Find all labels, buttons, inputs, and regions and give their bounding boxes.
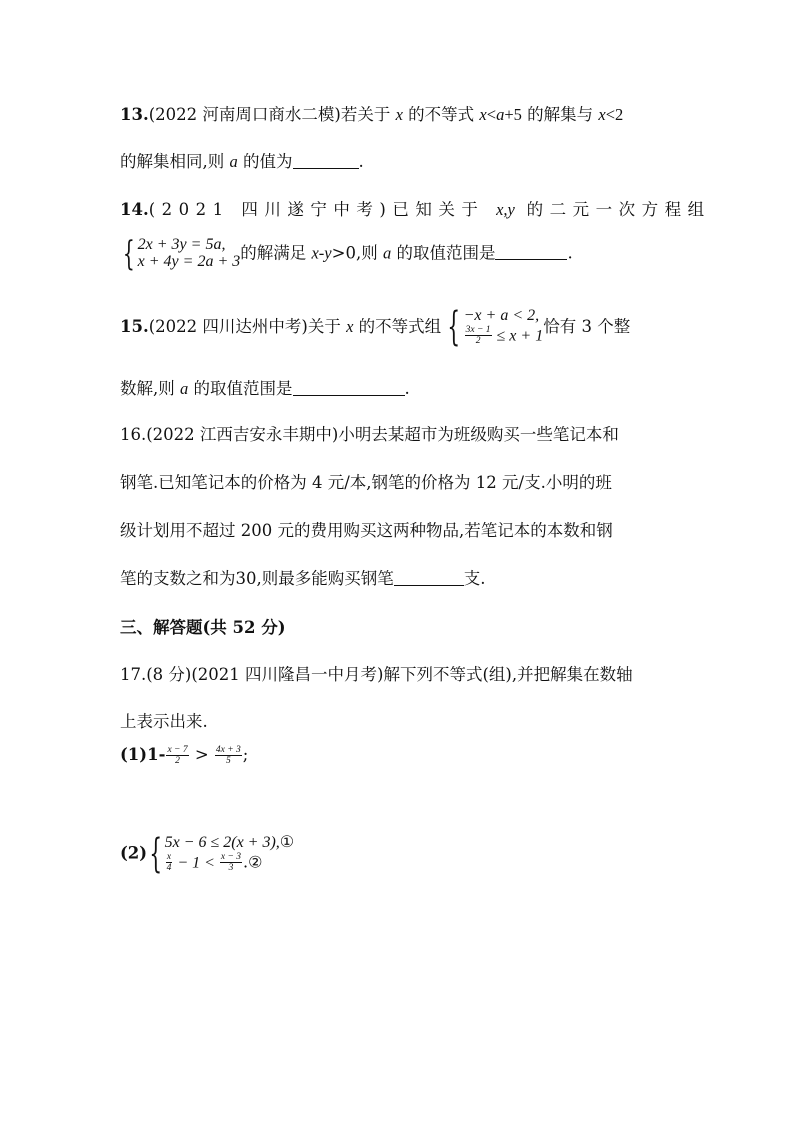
q13-text-5: 的值为 bbox=[237, 152, 293, 171]
q14-system bbox=[138, 237, 241, 271]
q15-source: (2022 四川达州中考) bbox=[148, 316, 308, 336]
q15-frac-den: 2 bbox=[475, 336, 481, 347]
q13-var-x2: x bbox=[598, 105, 606, 124]
q15-row-1: −x + a < 2, bbox=[463, 307, 540, 324]
q16-line-3: 级计划用不超过 200 元的费用购买这两种物品,若笔记本的本数和钢 bbox=[120, 521, 613, 540]
q13-number: 13. bbox=[120, 105, 149, 124]
q13-line-2 bbox=[120, 151, 364, 173]
q16-line-2: 钢笔.已知笔记本的价格为 4 元/本,钢笔的价格为 12 元/支.小明的班 bbox=[120, 473, 612, 492]
q14-end: . bbox=[567, 243, 573, 263]
q17-part-2 bbox=[120, 830, 295, 877]
q17-p2-fraction-2 bbox=[220, 852, 242, 874]
q14-answer-blank[interactable] bbox=[495, 243, 567, 260]
q13-text-3: 的解集与 bbox=[521, 105, 599, 124]
q13-ineq-rest: +5 bbox=[504, 105, 522, 124]
q15-text-5: 的取值范围是 bbox=[188, 379, 293, 398]
q13-end: . bbox=[358, 152, 364, 171]
q17-p2-f1-den: 4 bbox=[166, 863, 172, 874]
q17-p1-f1-den: 2 bbox=[175, 756, 180, 766]
q14-text-3: 的解满足 bbox=[240, 243, 312, 263]
q16-text-4a: 笔的支数之和为30,则最多能购买钢笔 bbox=[120, 569, 394, 588]
q17-p2-mark-2: ② bbox=[248, 854, 263, 872]
q14-eq-2: x + 4y = 2a + 3 bbox=[137, 252, 241, 270]
q17-p2-row-2-mid: − 1 < bbox=[173, 854, 219, 872]
q14-line-1 bbox=[120, 199, 711, 221]
q13-ineq-lt: < bbox=[486, 105, 497, 124]
q17-p2-brace-icon: { bbox=[149, 830, 163, 877]
q15-end: . bbox=[404, 379, 410, 398]
q15-row-2 bbox=[464, 325, 544, 347]
q17-p2-row-2 bbox=[165, 852, 295, 874]
q15-text-1: 关于 bbox=[307, 316, 347, 336]
q13-lt2: <2 bbox=[605, 105, 624, 124]
q16-line-1: 16.(2022 江西吉安永丰期中)小明去某超市为班级购买一些笔记本和 bbox=[120, 425, 619, 444]
q13-text-1: 若关于 bbox=[340, 105, 396, 124]
q13-text-2: 的不等式 bbox=[402, 105, 480, 124]
q14-var-xy: x,y bbox=[496, 200, 515, 219]
q15-answer-blank[interactable] bbox=[293, 379, 405, 396]
q17-p1-label: (1)1- bbox=[120, 745, 166, 764]
q17-p1-f1-num: x − 7 bbox=[167, 744, 188, 755]
q14-text-4: 的取值范围是 bbox=[391, 243, 496, 263]
q15-text-4: 数解,则 bbox=[120, 379, 180, 398]
q17-p1-fraction-2 bbox=[215, 745, 242, 767]
q14-eq-1: 2x + 3y = 5a, bbox=[137, 236, 226, 253]
q17-p2-row-2-end: . bbox=[243, 852, 249, 872]
q13-var-x: x bbox=[395, 105, 403, 124]
q14-cond: x-y bbox=[311, 243, 332, 263]
q17-p2-f2-num: x − 3 bbox=[220, 851, 242, 862]
q17-p2-fraction-1 bbox=[166, 852, 173, 874]
q13-ineq-a: a bbox=[496, 105, 505, 124]
q17-p2-f1-num: x bbox=[166, 851, 172, 862]
q17-p1-f2-den: 5 bbox=[225, 756, 231, 766]
q13-text-4: 的解集相同,则 bbox=[120, 152, 230, 171]
q14-text-2: 的二元一次方程组 bbox=[514, 200, 711, 219]
q17-p2-label: (2) bbox=[120, 843, 148, 863]
q15-text-3: 恰有 3 个整 bbox=[543, 316, 631, 336]
q17-p2-system bbox=[165, 834, 295, 874]
section-3-title: 三、解答题 bbox=[120, 618, 203, 637]
q13-ineq-x: x bbox=[479, 105, 487, 124]
q15-var-x: x bbox=[346, 316, 354, 336]
q14-brace-icon: { bbox=[122, 233, 135, 274]
q15-brace-icon: { bbox=[447, 304, 461, 351]
q17-p2-row-1-text: 5x − 6 ≤ 2(x + 3), bbox=[164, 834, 280, 851]
q15-frac-num: 3x − 1 bbox=[465, 324, 491, 335]
q17-line-1: 17.(8 分)(2021 四川隆昌一中月考)解下列不等式(组),并把解集在数轴 bbox=[120, 665, 633, 684]
q15-line-2 bbox=[120, 378, 410, 400]
section-3-score: (共 52 分) bbox=[202, 618, 286, 637]
q15-number: 15. bbox=[120, 316, 149, 336]
q17-p2-f2-den: 3 bbox=[228, 863, 234, 874]
q15-line-1 bbox=[120, 304, 631, 351]
q17-line-2: 上表示出来. bbox=[120, 712, 208, 731]
section-3-heading bbox=[120, 617, 286, 639]
q16-line-4 bbox=[120, 568, 486, 590]
q14-line-2 bbox=[118, 233, 573, 274]
q14-var-a: a bbox=[382, 243, 392, 263]
q13-answer-blank[interactable] bbox=[293, 152, 359, 169]
q13-var-a: a bbox=[229, 152, 238, 171]
q14-text-1: 已知关于 bbox=[392, 200, 497, 219]
q15-row-2-rest: ≤ x + 1 bbox=[492, 327, 544, 345]
q17-p1-end: ; bbox=[242, 745, 249, 764]
q13-line-1 bbox=[120, 104, 623, 126]
q14-number: 14. bbox=[120, 200, 149, 219]
q17-p2-row-1 bbox=[165, 834, 295, 852]
q13-source: (2022 河南周口商水二模) bbox=[148, 105, 341, 124]
q17-p1-f2-num: 4x + 3 bbox=[215, 744, 241, 755]
q15-fraction bbox=[465, 325, 492, 347]
q17-p2-mark-1: ① bbox=[279, 834, 295, 851]
q15-var-a: a bbox=[180, 379, 189, 398]
q17-p1-op: > bbox=[189, 745, 214, 764]
q15-system bbox=[464, 308, 544, 347]
q16-answer-blank[interactable] bbox=[394, 569, 464, 586]
q17-p1-fraction-1 bbox=[166, 745, 188, 767]
q15-text-2: 的不等式组 bbox=[353, 316, 442, 336]
q14-source: (2021 四川遂宁中考) bbox=[148, 200, 393, 219]
q14-cond-2: >0,则 bbox=[331, 243, 383, 263]
q16-text-4b: 支. bbox=[463, 569, 486, 588]
q17-part-1 bbox=[120, 744, 248, 766]
